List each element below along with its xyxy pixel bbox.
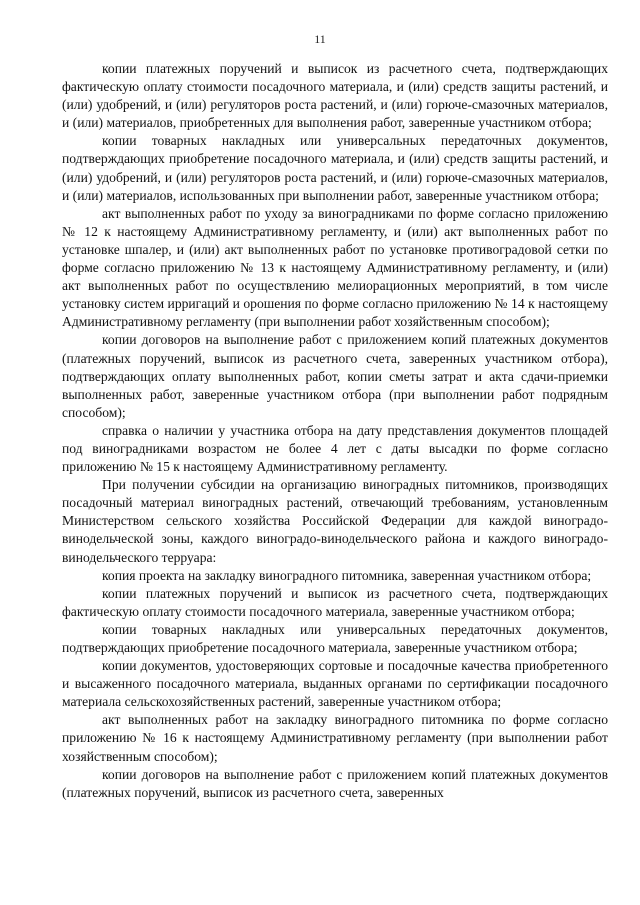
paragraph: копии договоров на выполнение работ с приложением копий платежных документов (платежных поручений, выписок из расчетного счета, заверенных участником отбора), подтверждающих оплату выполненных работ, копии сметы затрат и акта сдачи-приемки выполненных работ, заверенные участником отбора (при выполнении работ подрядным способом); (62, 332, 608, 420)
paragraph: акт выполненных работ по уходу за виноградниками по форме согласно приложению № 12 к настоящему Административному регламенту, и (или) акт выполненных работ по установке шпалер, и (или) акт выполненных работ по установке противоградовой сетки по форме согласно приложению № 13 к настоящему Административному регламенту, и (или) акт выполненных работ по осуществлению мелиорационных мероприятий, в том числе установку систем ирригаций и орошения по форме согласно приложению № 14 к настоящему Административному регламенту (при выполнении работ хозяйственным способом); (62, 205, 608, 330)
paragraph: копии договоров на выполнение работ с приложением копий платежных документов (платежных поручений, выписок из расчетного счета, заверенных (62, 766, 608, 800)
page-number: 11 (314, 32, 326, 46)
paragraph: справка о наличии у участника отбора на дату представления документов площадей под виноградниками возрастом не более 4 лет с даты высадки по форме согласно приложению № 15 к настоящему Административному регламенту. (62, 422, 608, 475)
paragraph: копии платежных поручений и выписок из расчетного счета, подтверждающих фактическую оплату стоимости посадочного материала, и (или) средств защиты растений, и (или) удобрений, и (или) регуляторов роста растений, и (или) горюче-смазочных материалов, и (или) материалов, приобретенных для выполнения работ, заверенные участником отбора; (62, 61, 608, 131)
paragraph: акт выполненных работ на закладку виноградного питомника по форме согласно приложению № 16 к настоящему Административному регламенту (при выполнении работ хозяйственным способом); (62, 712, 608, 764)
paragraph: При получении субсидии на организацию виноградных питомников, производящих посадочный материал виноградных растений, отвечающий требованиям, установленным Министерством сельского хозяйства Российской Федерации для каждой виноградо-винодельческой зоны, каждого виноградо-винодельческого района и каждого виноградо-винодельческого терруара: (62, 477, 608, 565)
paragraph: копии документов, удостоверяющих сортовые и посадочные качества приобретенного и высаженного посадочного материала, выданных органами по сертификации посадочного материала сельскохозяйственных растений, заверенные участником отбора; (62, 658, 608, 710)
paragraph: копии платежных поручений и выписок из расчетного счета, подтверждающих фактическую оплату стоимости посадочного материала, заверенные участником отбора; (62, 585, 608, 619)
paragraph: копии товарных накладных или универсальных передаточных документов, подтверждающих приобретение посадочного материала, и (или) средств защиты растений, и (или) удобрений, и (или) регуляторов роста растений, и (или) горюче-смазочных материалов, и (или) материалов, использованных при выполнении работ, заверенные участником отбора; (62, 133, 608, 203)
paragraph: копия проекта на закладку виноградного питомника, заверенная участником отбора; (102, 567, 592, 583)
paragraph: копии товарных накладных или универсальных передаточных документов, подтверждающих приобретение посадочного материала, заверенные участником отбора; (62, 621, 608, 655)
document-body (62, 60, 608, 802)
